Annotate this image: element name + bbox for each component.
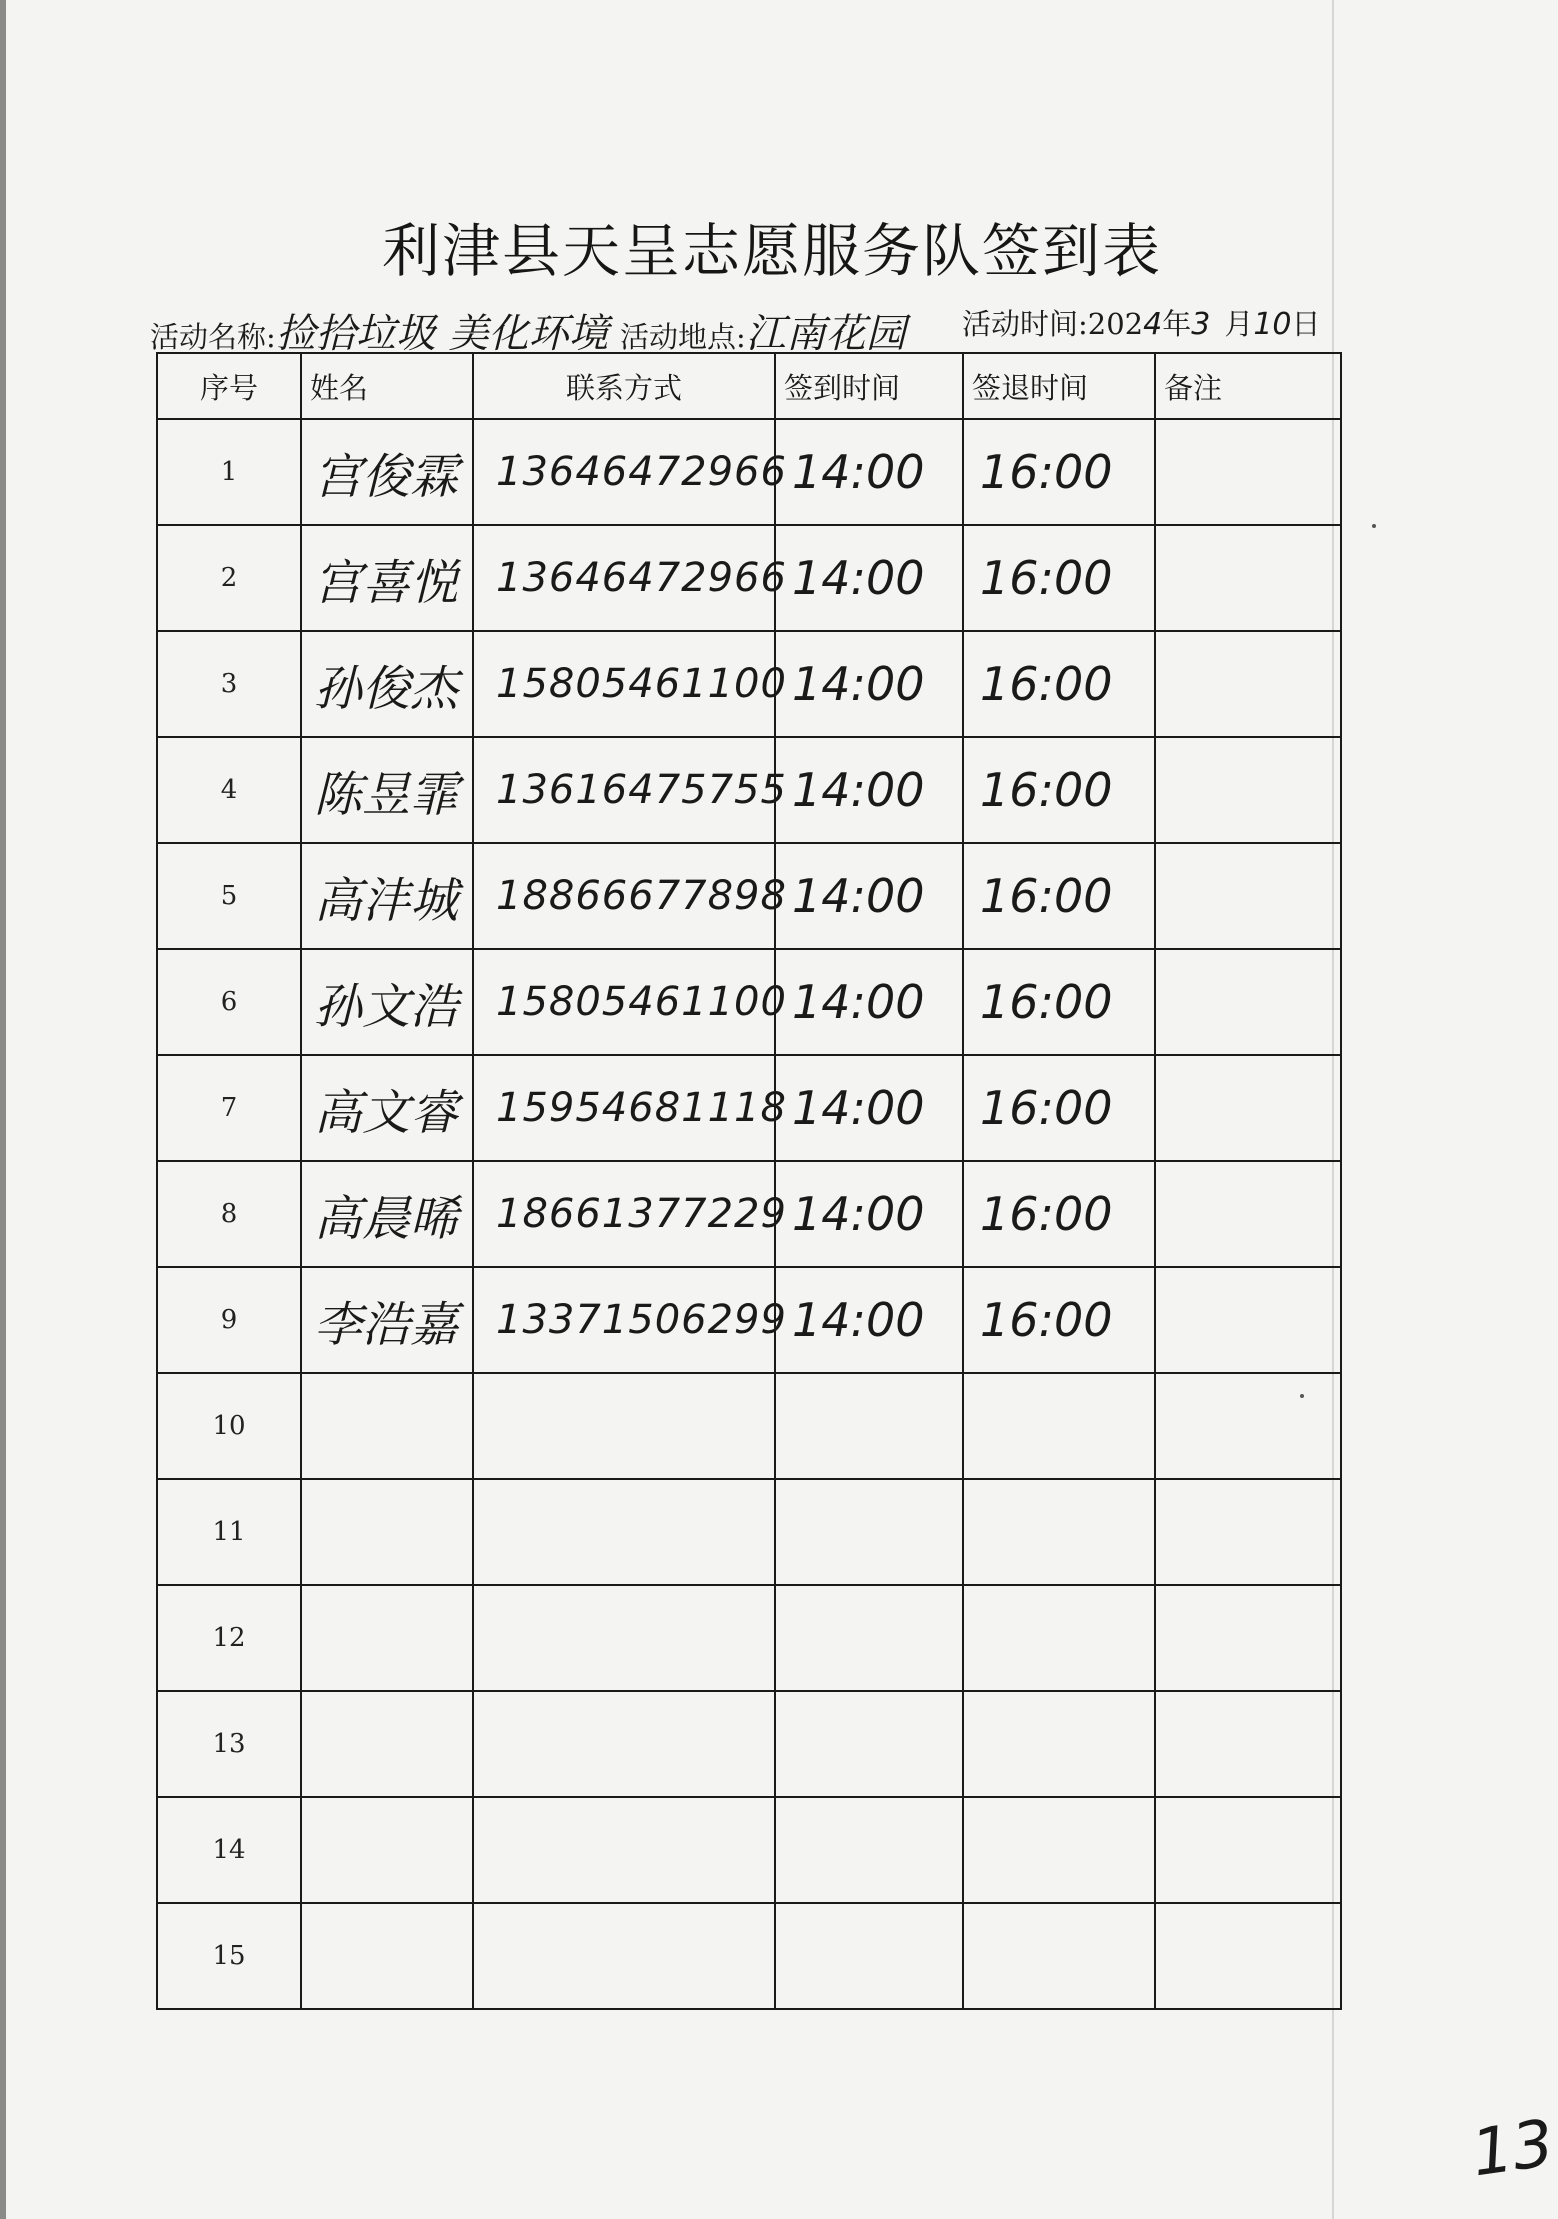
- cell-remark: [1155, 843, 1341, 949]
- cell-signin: 14:00: [775, 1161, 963, 1267]
- header-signin: 签到时间: [775, 353, 963, 419]
- location-row: [620, 302, 906, 359]
- paper-speck: [1372, 524, 1376, 528]
- cell-signout: 16:00: [963, 525, 1155, 631]
- table-row: [157, 949, 1341, 1055]
- cell-signout: 16:00: [963, 949, 1155, 1055]
- cell-phone: [473, 1797, 775, 1903]
- table-row: [157, 1797, 1341, 1903]
- cell-signin: [775, 1373, 963, 1479]
- activity-name-label: 活动名称:: [150, 320, 276, 354]
- table-row: [157, 631, 1341, 737]
- time-year-digit: 4: [1143, 307, 1163, 342]
- cell-signin: [775, 1479, 963, 1585]
- cell-name: 李浩嘉: [301, 1267, 473, 1373]
- cell-signout: 16:00: [963, 1055, 1155, 1161]
- cell-signout: 16:00: [963, 1161, 1155, 1267]
- cell-phone: 15805461100: [473, 949, 775, 1055]
- header-contact: 联系方式: [473, 353, 775, 419]
- cell-no: 10: [157, 1373, 301, 1479]
- cell-phone: [473, 1903, 775, 2009]
- cell-signin: [775, 1797, 963, 1903]
- cell-no: 14: [157, 1797, 301, 1903]
- cell-phone: 13616475755: [473, 737, 775, 843]
- cell-phone: [473, 1373, 775, 1479]
- cell-no: 4: [157, 737, 301, 843]
- cell-phone: 13646472966: [473, 525, 775, 631]
- cell-name: 孙文浩: [301, 949, 473, 1055]
- table-row: [157, 1055, 1341, 1161]
- cell-signout: [963, 1903, 1155, 2009]
- table-row: [157, 1691, 1341, 1797]
- cell-no: 11: [157, 1479, 301, 1585]
- cell-remark: [1155, 1797, 1341, 1903]
- cell-no: 3: [157, 631, 301, 737]
- cell-signout: 16:00: [963, 419, 1155, 525]
- time-label: 活动时间:202: [962, 307, 1144, 341]
- time-month-char: 月: [1224, 307, 1254, 341]
- time-month-value: 3: [1191, 307, 1211, 342]
- time-day-char: 日: [1291, 307, 1321, 341]
- cell-phone: [473, 1691, 775, 1797]
- cell-name: [301, 1585, 473, 1691]
- cell-no: 7: [157, 1055, 301, 1161]
- cell-phone: [473, 1585, 775, 1691]
- cell-signout: [963, 1373, 1155, 1479]
- cell-signin: [775, 1691, 963, 1797]
- cell-no: 8: [157, 1161, 301, 1267]
- signin-table: [156, 352, 1342, 2010]
- cell-phone: 18866677898: [473, 843, 775, 949]
- cell-no: 2: [157, 525, 301, 631]
- cell-signout: 16:00: [963, 737, 1155, 843]
- cell-signin: 14:00: [775, 1055, 963, 1161]
- table-row: [157, 1373, 1341, 1479]
- cell-remark: [1155, 1373, 1341, 1479]
- cell-no: 1: [157, 419, 301, 525]
- cell-signin: 14:00: [775, 419, 963, 525]
- table-row: [157, 525, 1341, 631]
- table-row: [157, 1267, 1341, 1373]
- time-year-char: 年: [1162, 307, 1192, 341]
- table-row: [157, 1585, 1341, 1691]
- cell-name: 高文睿: [301, 1055, 473, 1161]
- header-row: [157, 353, 1341, 419]
- table-row: [157, 1161, 1341, 1267]
- cell-signout: [963, 1479, 1155, 1585]
- cell-name: 宫俊霖: [301, 419, 473, 525]
- cell-name: [301, 1479, 473, 1585]
- cell-no: 12: [157, 1585, 301, 1691]
- cell-name: 高沣城: [301, 843, 473, 949]
- activity-name-row: [150, 302, 609, 359]
- cell-signin: 14:00: [775, 843, 963, 949]
- cell-phone: 15805461100: [473, 631, 775, 737]
- cell-phone: 13646472966: [473, 419, 775, 525]
- cell-remark: [1155, 1479, 1341, 1585]
- header-signout: 签退时间: [963, 353, 1155, 419]
- cell-remark: [1155, 1585, 1341, 1691]
- cell-remark: [1155, 419, 1341, 525]
- activity-name-value: 捡拾垃圾 美化环境: [275, 311, 609, 357]
- header-remark: 备注: [1155, 353, 1341, 419]
- cell-remark: [1155, 1161, 1341, 1267]
- cell-signin: [775, 1585, 963, 1691]
- cell-signin: 14:00: [775, 1267, 963, 1373]
- cell-name: 宫喜悦: [301, 525, 473, 631]
- cell-signout: [963, 1797, 1155, 1903]
- header-no: 序号: [157, 353, 301, 419]
- cell-remark: [1155, 1903, 1341, 2009]
- cell-remark: [1155, 1055, 1341, 1161]
- cell-name: [301, 1373, 473, 1479]
- cell-signin: 14:00: [775, 631, 963, 737]
- cell-phone: 15954681118: [473, 1055, 775, 1161]
- cell-phone: 18661377229: [473, 1161, 775, 1267]
- cell-no: 6: [157, 949, 301, 1055]
- location-label: 活动地点:: [620, 320, 746, 354]
- cell-name: 高晨晞: [301, 1161, 473, 1267]
- page-number: 13: [1467, 2106, 1558, 2192]
- cell-signout: 16:00: [963, 1267, 1155, 1373]
- cell-name: [301, 1797, 473, 1903]
- header-name: 姓名: [301, 353, 473, 419]
- cell-remark: [1155, 1267, 1341, 1373]
- time-day-value: 10: [1253, 307, 1292, 342]
- cell-signin: 14:00: [775, 737, 963, 843]
- cell-remark: [1155, 525, 1341, 631]
- page-title: 利津县天呈志愿服务队签到表: [381, 217, 1162, 285]
- table-row: [157, 1903, 1341, 2009]
- cell-phone: 13371506299: [473, 1267, 775, 1373]
- cell-no: 15: [157, 1903, 301, 2009]
- cell-remark: [1155, 1691, 1341, 1797]
- paper-speck: [1300, 1394, 1304, 1398]
- table-row: [157, 1479, 1341, 1585]
- location-value: 江南花园: [745, 311, 906, 357]
- cell-no: 5: [157, 843, 301, 949]
- table-row: [157, 843, 1341, 949]
- cell-signout: [963, 1585, 1155, 1691]
- cell-signout: 16:00: [963, 631, 1155, 737]
- cell-remark: [1155, 631, 1341, 737]
- table-row: [157, 419, 1341, 525]
- cell-remark: [1155, 737, 1341, 843]
- table-row: [157, 737, 1341, 843]
- cell-name: 陈昱霏: [301, 737, 473, 843]
- cell-phone: [473, 1479, 775, 1585]
- cell-no: 9: [157, 1267, 301, 1373]
- cell-name: 孙俊杰: [301, 631, 473, 737]
- cell-signin: 14:00: [775, 949, 963, 1055]
- cell-name: [301, 1691, 473, 1797]
- cell-remark: [1155, 949, 1341, 1055]
- cell-signin: 14:00: [775, 525, 963, 631]
- cell-signin: [775, 1903, 963, 2009]
- cell-no: 13: [157, 1691, 301, 1797]
- activity-time-row: [962, 302, 1321, 343]
- cell-name: [301, 1903, 473, 2009]
- cell-signout: [963, 1691, 1155, 1797]
- cell-signout: 16:00: [963, 843, 1155, 949]
- paper-sheet: [6, 0, 1558, 2219]
